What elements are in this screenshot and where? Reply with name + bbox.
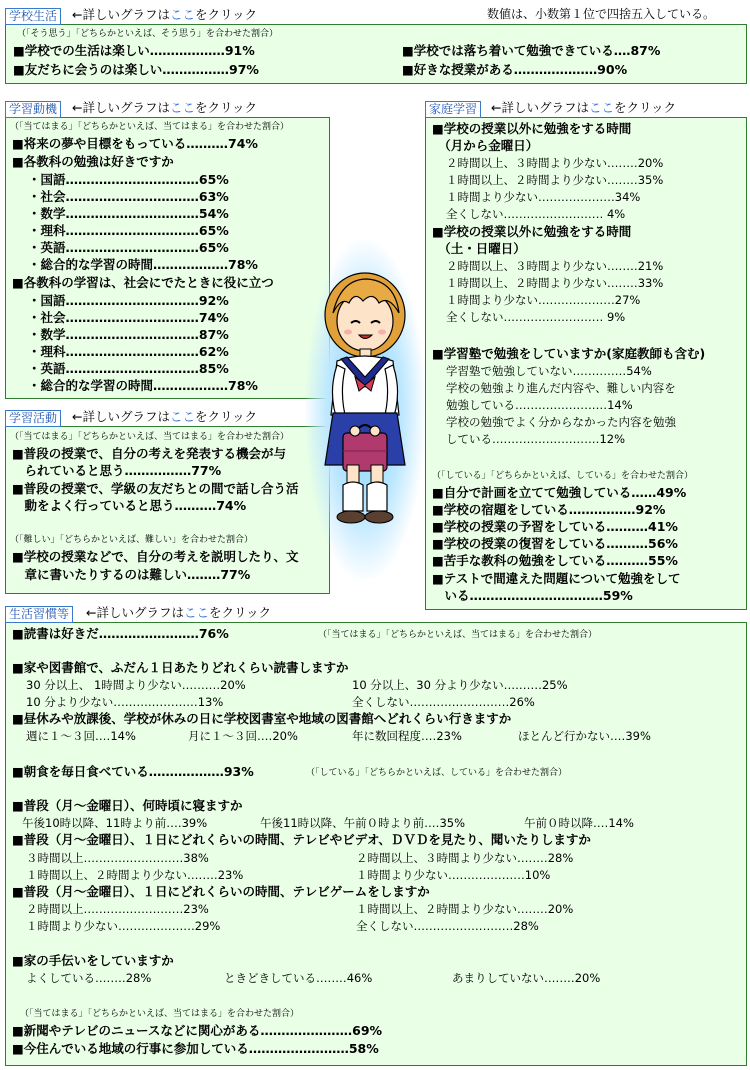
home-study-item: 学校の勉強でよく分からなかった内容を勉強 [446, 415, 676, 429]
habits-note: （「している」「どちらかといえば、している」を合わせた割合） [306, 768, 568, 778]
habits-question: ■普段（月～金曜日）、何時頃に寝ますか [12, 798, 243, 813]
habits-answer: よくしている‥‥‥‥28% [26, 971, 152, 985]
activity-item: ■普段の授業で、学級の友だちとの間で話し合う活 [12, 481, 299, 496]
home-study-item: ■学校の授業以外に勉強をする時間 [432, 224, 632, 239]
graph-link[interactable]: ここ [588, 100, 614, 115]
hint-post: をクリック [195, 7, 258, 22]
habits-answer: 30 分以上、 1時間より少ない‥‥‥‥‥20% [26, 678, 246, 692]
habits-answer: 月に１～３回‥‥20% [188, 729, 298, 743]
habits-answer: １時間より少ない‥‥‥‥‥‥‥‥‥‥10% [356, 868, 551, 882]
habits-answer: 全くしない‥‥‥‥‥‥‥‥‥‥‥‥‥26% [352, 695, 535, 709]
home-study-item: （月から金曜日） [432, 138, 539, 153]
home-study-item: 学習塾で勉強していない‥‥‥‥‥‥‥54% [446, 364, 652, 378]
schoolgirl-illustration [315, 265, 415, 535]
hint-pre: ←詳しいグラフは [86, 605, 184, 620]
home-study-item: ■学校の授業以外に勉強をする時間 [432, 121, 632, 136]
habits-question: ■家や図書館で、ふだん１日あたりどれくらい読書しますか [12, 660, 349, 675]
home-study-item: ■学校の宿題をしている‥‥‥‥‥‥‥‥92% [432, 502, 666, 517]
motivation-item: ・総合的な学習の時間‥‥‥‥‥‥‥‥‥78% [28, 378, 258, 393]
home-study-tag: 家庭学習 [425, 101, 481, 118]
hint-post: をクリック [195, 100, 258, 115]
motivation-item: ・国語‥‥‥‥‥‥‥‥‥‥‥‥‥‥‥‥65% [28, 172, 229, 187]
motivation-item: ・総合的な学習の時間‥‥‥‥‥‥‥‥‥78% [28, 257, 258, 272]
graph-link[interactable]: ここ [169, 100, 195, 115]
school-life-note: （「そう思う」「どちらかといえば、そう思う」を合わせた割合） [17, 29, 279, 39]
habits-link-hint[interactable] [86, 605, 271, 620]
home-study-item: ■学校の授業の予習をしている‥‥‥‥‥41% [432, 519, 678, 534]
motivation-item: ・理科‥‥‥‥‥‥‥‥‥‥‥‥‥‥‥‥62% [28, 344, 229, 359]
activity-item: ■学校の授業などで、自分の考えを説明したり、文 [12, 549, 299, 564]
habits-answer: ２時間以上‥‥‥‥‥‥‥‥‥‥‥‥‥23% [26, 902, 209, 916]
home-study-item: １時間以上、２時間より少ない‥‥‥‥35% [446, 173, 664, 187]
home-study-item: 勉強している‥‥‥‥‥‥‥‥‥‥‥‥14% [446, 398, 633, 412]
hint-post: をクリック [614, 100, 677, 115]
home-study-item: １時間以上、２時間より少ない‥‥‥‥33% [446, 276, 664, 290]
motivation-item: ■各教科の学習は、社会にでたときに役に立つ [12, 275, 274, 290]
home-study-item: ■学校の授業の復習をしている‥‥‥‥‥56% [432, 536, 678, 551]
home-study-item: 全くしない‥‥‥‥‥‥‥‥‥‥‥‥‥ 4% [446, 207, 626, 221]
rounding-note: 数値は、小数第１位で四捨五入している。 [487, 7, 716, 21]
school-life-item: ■友だちに会うのは楽しい‥‥‥‥‥‥‥‥97% [13, 62, 259, 77]
motivation-note: （「当てはまる」「どちらかといえば、当てはまる」を合わせた割合） [10, 122, 290, 132]
habits-answer: 週に１～３回‥‥14% [26, 729, 136, 743]
activity-item: ■普段の授業で、自分の考えを発表する機会が与 [12, 446, 287, 461]
habits-question: ■普段（月～金曜日）、１日にどれくらいの時間、テレビやビデオ、ＤＶＤを見たり、聞いたりしますか [12, 832, 591, 847]
graph-link[interactable]: ここ [183, 605, 209, 620]
habits-answer: 午前０時以降‥‥14% [524, 816, 634, 830]
school-life-tag: 学校生活 [5, 8, 61, 25]
home-study-link-hint[interactable] [491, 100, 676, 115]
habits-reading: ■読書は好きだ‥‥‥‥‥‥‥‥‥‥‥‥76% [12, 626, 229, 641]
habits-community: ■今住んでいる地域の行事に参加している‥‥‥‥‥‥‥‥‥‥‥‥58% [12, 1041, 379, 1056]
habits-answer: ほとんど行かない‥‥39% [518, 729, 651, 743]
habits-answer: 全くしない‥‥‥‥‥‥‥‥‥‥‥‥‥28% [356, 919, 539, 933]
habits-breakfast: ■朝食を毎日食べている‥‥‥‥‥‥‥‥‥93% [12, 764, 254, 779]
home-study-item: いる‥‥‥‥‥‥‥‥‥‥‥‥‥‥‥‥59% [432, 588, 633, 603]
habits-answer: １時間以上、２時間より少ない‥‥‥‥20% [356, 902, 574, 916]
motivation-item: ・社会‥‥‥‥‥‥‥‥‥‥‥‥‥‥‥‥74% [28, 310, 229, 325]
graph-link[interactable]: ここ [169, 409, 195, 424]
activity-item: 章に書いたりするのは難しい‥‥‥‥77% [12, 567, 251, 582]
activity-item: られていると思う‥‥‥‥‥‥‥‥77% [12, 463, 222, 478]
motivation-tag: 学習動機 [5, 101, 61, 118]
home-study-item: １時間より少ない‥‥‥‥‥‥‥‥‥‥27% [446, 293, 641, 307]
home-study-item: ２時間以上、３時間より少ない‥‥‥‥20% [446, 156, 664, 170]
home-study-item: （土・日曜日） [432, 241, 526, 256]
habits-answer: 10 分以上、30 分より少ない‥‥‥‥‥25% [352, 678, 568, 692]
habits-answer: 午後11時以降、午前０時より前‥‥35% [260, 816, 466, 830]
home-study-item: ■テストで間違えた問題について勉強をして [432, 571, 681, 586]
school-life-item: ■学校での生活は楽しい‥‥‥‥‥‥‥‥‥91% [13, 43, 255, 58]
habits-answer: 午後10時以降、11時より前‥‥39% [22, 816, 208, 830]
home-study-item: ■自分で計画を立てて勉強している‥‥‥49% [432, 485, 687, 500]
habits-answer: １時間以上、２時間より少ない‥‥‥‥23% [26, 868, 244, 882]
habits-answer: 10 分より少ない‥‥‥‥‥‥‥‥‥‥‥13% [26, 695, 224, 709]
school-life-link-hint[interactable] [72, 7, 257, 22]
home-study-item: ２時間以上、３時間より少ない‥‥‥‥21% [446, 259, 664, 273]
home-study-item: ■苦手な教科の勉強をしている‥‥‥‥‥55% [432, 553, 678, 568]
hint-pre: ←詳しいグラフは [72, 7, 170, 22]
habits-question: ■昼休みや放課後、学校が休みの日に学校図書室や地域の図書館へどれくらい行きますか [12, 711, 512, 726]
hint-post: をクリック [209, 605, 272, 620]
habits-answer: ときどきしている‥‥‥‥46% [224, 971, 373, 985]
activity-tag: 学習活動 [5, 410, 61, 427]
hint-pre: ←詳しいグラフは [72, 409, 170, 424]
habits-answer: １時間より少ない‥‥‥‥‥‥‥‥‥‥29% [26, 919, 221, 933]
habits-answer: 年に数回程度‥‥23% [352, 729, 462, 743]
activity-note: （「当てはまる」「どちらかといえば、当てはまる」を合わせた割合） [10, 432, 290, 442]
hint-post: をクリック [195, 409, 258, 424]
activity-note: （「難しい」「どちらかといえば、難しい」を合わせた割合） [10, 535, 254, 545]
habits-question: ■家の手伝いをしていますか [12, 953, 174, 968]
motivation-item: ・理科‥‥‥‥‥‥‥‥‥‥‥‥‥‥‥‥65% [28, 223, 229, 238]
school-life-item: ■学校では落ち着いて勉強できている‥‥87% [402, 43, 661, 58]
habits-question: ■普段（月～金曜日）、１日にどれくらいの時間、テレビゲームをしますか [12, 884, 430, 899]
habits-note: （「当てはまる」「どちらかといえば、当てはまる」を合わせた割合） [318, 630, 598, 640]
habits-tag: 生活習慣等 [5, 606, 73, 623]
habits-news: ■新聞やテレビのニュースなどに関心がある‥‥‥‥‥‥‥‥‥‥‥69% [12, 1023, 383, 1038]
motivation-item: ・社会‥‥‥‥‥‥‥‥‥‥‥‥‥‥‥‥63% [28, 189, 229, 204]
activity-item: 動をよく行っていると思う‥‥‥‥‥74% [12, 498, 247, 513]
home-study-item: １時間より少ない‥‥‥‥‥‥‥‥‥‥34% [446, 190, 641, 204]
home-study-item: ■学習塾で勉強をしていますか(家庭教師も含む) [432, 346, 706, 361]
graph-link[interactable]: ここ [169, 7, 195, 22]
home-study-note: （「している」「どちらかといえば、している」を合わせた割合） [432, 471, 694, 481]
motivation-item: ・英語‥‥‥‥‥‥‥‥‥‥‥‥‥‥‥‥65% [28, 240, 229, 255]
motivation-item: ・数学‥‥‥‥‥‥‥‥‥‥‥‥‥‥‥‥87% [28, 327, 229, 342]
motivation-link-hint[interactable] [72, 100, 257, 115]
motivation-item: ・数学‥‥‥‥‥‥‥‥‥‥‥‥‥‥‥‥54% [28, 206, 229, 221]
home-study-item: 学校の勉強より進んだ内容や、難しい内容を [446, 381, 676, 395]
motivation-item: ■各教科の勉強は好きですか [12, 154, 174, 169]
school-life-item: ■好きな授業がある‥‥‥‥‥‥‥‥‥‥90% [402, 62, 628, 77]
habits-answer: あまりしていない‥‥‥‥20% [452, 971, 601, 985]
hint-pre: ←詳しいグラフは [72, 100, 170, 115]
habits-answer: ３時間以上‥‥‥‥‥‥‥‥‥‥‥‥‥38% [26, 851, 209, 865]
motivation-item: ・国語‥‥‥‥‥‥‥‥‥‥‥‥‥‥‥‥92% [28, 293, 229, 308]
home-study-item: している‥‥‥‥‥‥‥‥‥‥‥‥‥‥12% [446, 432, 626, 446]
motivation-item: ■将来の夢や目標をもっている‥‥‥‥‥74% [12, 136, 258, 151]
activity-link-hint[interactable] [72, 409, 257, 424]
motivation-item: ・英語‥‥‥‥‥‥‥‥‥‥‥‥‥‥‥‥85% [28, 361, 229, 376]
home-study-item: 全くしない‥‥‥‥‥‥‥‥‥‥‥‥‥ 9% [446, 310, 626, 324]
hint-pre: ←詳しいグラフは [491, 100, 589, 115]
habits-answer: ２時間以上、３時間より少ない‥‥‥‥28% [356, 851, 574, 865]
habits-note: （「当てはまる」「どちらかといえば、当てはまる」を合わせた割合） [20, 1009, 300, 1019]
